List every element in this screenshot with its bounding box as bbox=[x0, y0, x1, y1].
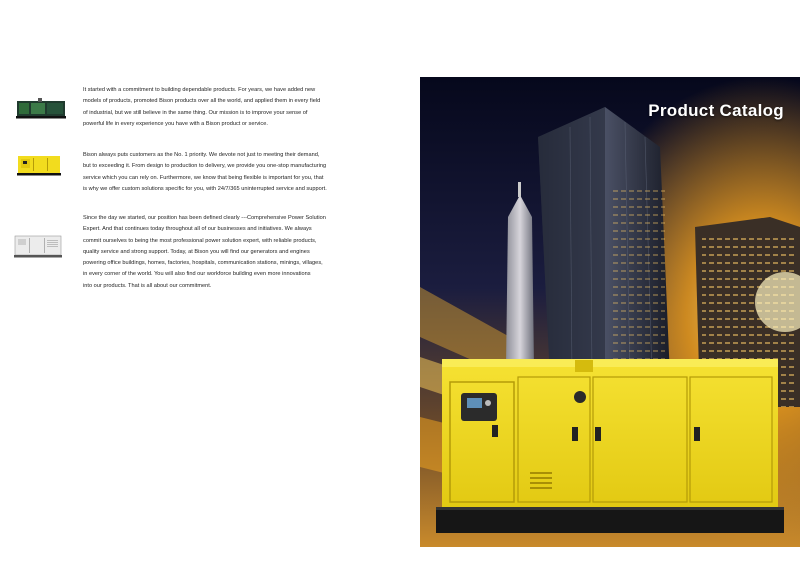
intro-paragraph: It started with a commitment to building dependable products. For years, we have added new models of products, promoted Bison products over all the world, and applied them in every field of industrial, but we still believe in the same thing. Our mission is to improve your sense of powerful life in every experience you have with a Bison product or service. bbox=[83, 87, 321, 127]
white-generator-icon bbox=[14, 233, 62, 259]
city-night-generator-illustration bbox=[420, 77, 800, 547]
generator-image bbox=[436, 359, 784, 533]
cover-image-panel bbox=[420, 77, 800, 547]
yellow-generator-icon bbox=[17, 154, 61, 176]
position-paragraph: Since the day we started, our position has been defined clearly ---Comprehensive Power Solution Expert. And that continues today throughout all of our businesses and initiatives. We always commit ourselves to being the most professional power solution expert, with reliable products, quality service and strong support. Today, at Bison you will find our generators and engines powering office buildings, homes, factories, hospitals, communication stations, minings, villages, in every corner of the world. You will also find our workforce building even more innovations into our products. That is all about our commitment. bbox=[83, 215, 326, 289]
customers-paragraph: Bison always puts customers as the No. 1 priority. We devote not just to meeting their demand, but to exceeding it. From design to production to delivery, we provide you one-stop manufacturing service which you can rely on. Furthermore, we know that being flexible is important for you, that is why we offer custom solutions specific for you, with 24/7/365 uninterrupted service and support. bbox=[83, 152, 327, 192]
catalog-title: Product Catalog bbox=[648, 101, 784, 120]
container-generator-icon bbox=[16, 97, 66, 119]
